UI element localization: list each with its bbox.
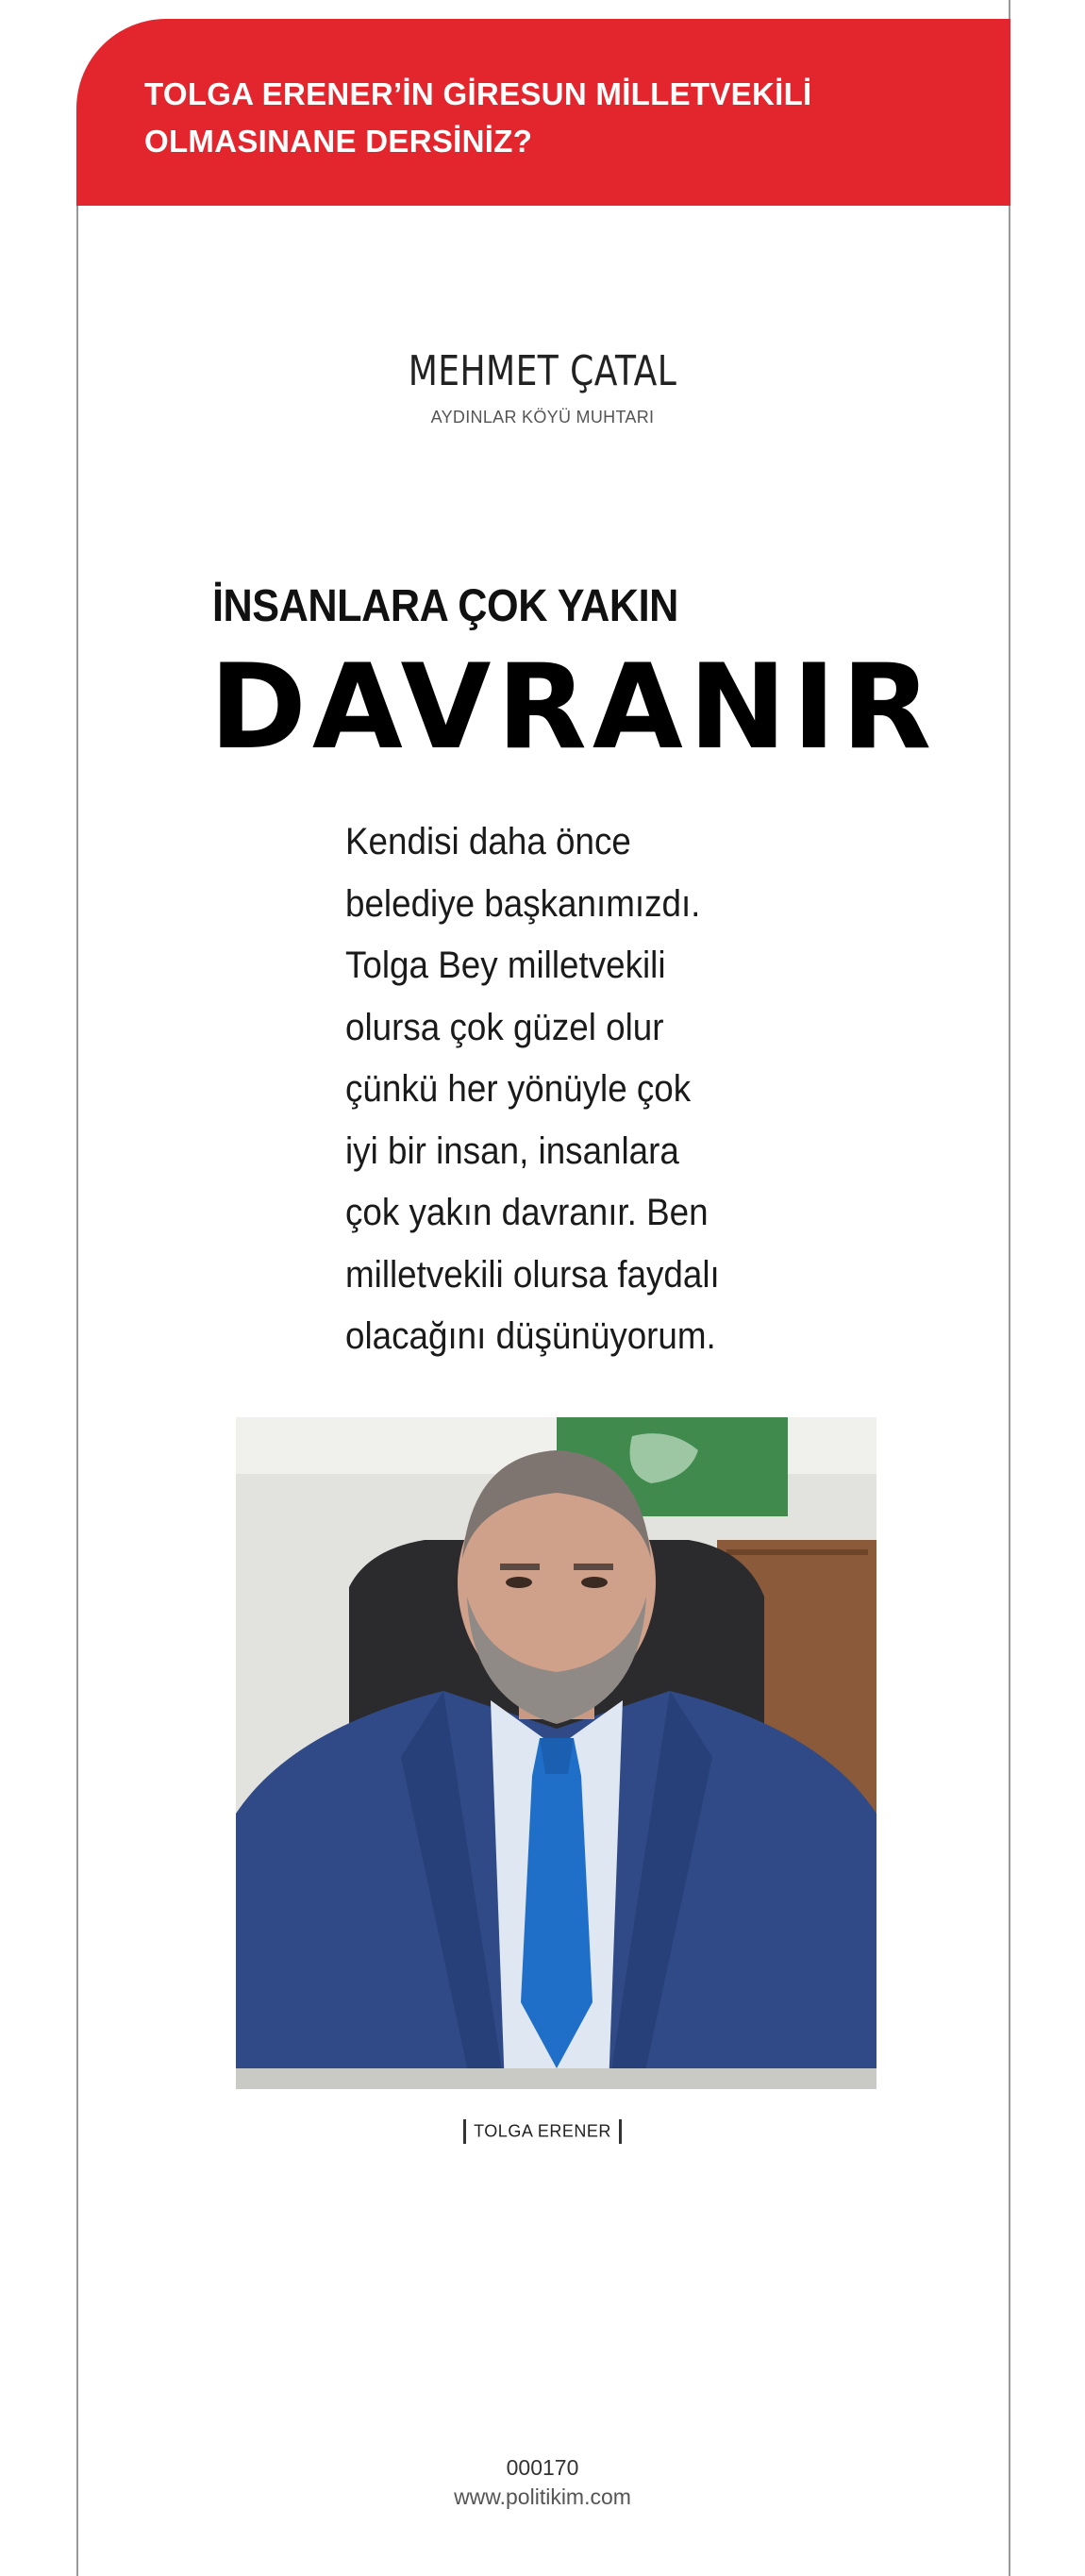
- quote-text: [345, 811, 796, 1368]
- banner-title-line-2: OLMASINANE DERSİNİZ?: [144, 124, 533, 159]
- quote-line: olacağını düşünüyorum.: [345, 1315, 716, 1357]
- title-banner: [76, 19, 1010, 206]
- left-frame-line: [76, 142, 78, 2576]
- quote-line: belediye başkanımızdı.: [345, 882, 701, 925]
- quote-line: çok yakın davranır. Ben: [345, 1192, 709, 1233]
- quote-line: olursa çok güzel olur: [345, 1006, 664, 1048]
- caption-text: TOLGA ERENER: [474, 2121, 611, 2141]
- interviewee-name: MEHMET ÇATAL: [408, 347, 677, 395]
- caption-bar-right: [619, 2119, 622, 2144]
- right-frame-line: [1009, 0, 1010, 2576]
- banner-title: [144, 71, 975, 165]
- quote-line: milletvekili olursa faydalı: [345, 1253, 720, 1296]
- headline-main: DAVRANIR: [209, 640, 938, 776]
- quote-line: Kendisi daha önce: [345, 821, 631, 862]
- headline-kicker: İNSANLARA ÇOK YAKIN: [212, 581, 678, 631]
- website-link[interactable]: www.politikim.com: [454, 2484, 631, 2509]
- portrait-photo: [236, 1417, 876, 2089]
- portrait-illustration: [236, 1417, 876, 2089]
- banner-title-line-1: TOLGA ERENER’İN GİRESUN MİLLETVEKİLİ: [144, 76, 812, 111]
- caption-bar-left: [463, 2119, 466, 2144]
- interviewee-role: AYDINLAR KÖYÜ MUHTARI: [430, 408, 655, 427]
- photo-caption: [0, 2119, 1085, 2144]
- quote-line: iyi bir insan, insanlara: [345, 1129, 679, 1172]
- quote-line: Tolga Bey milletvekili: [345, 945, 666, 986]
- quote-line: çünkü her yönüyle çok: [345, 1068, 692, 1110]
- page-code: 000170: [506, 2455, 579, 2480]
